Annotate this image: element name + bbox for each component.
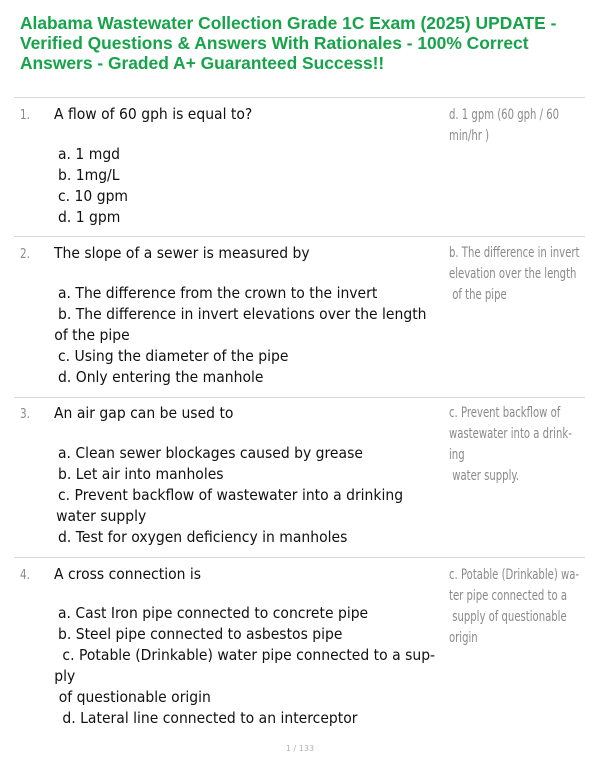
divider	[14, 557, 585, 558]
option: c. Using the diameter of the pipe	[58, 347, 289, 365]
answer-rationale	[449, 565, 579, 649]
title-line: Alabama Wastewater Collection Grade 1C Exam (2025) UPDATE -	[20, 13, 557, 33]
option: b. Let air into manholes	[58, 465, 224, 483]
option: a. 1 mgd	[58, 145, 121, 163]
options-list	[54, 603, 436, 729]
answer-line: ter pipe connected to a	[449, 588, 568, 604]
answer-line: water supply.	[449, 468, 520, 484]
option: water supply	[56, 507, 147, 525]
title-line: Answers - Graded A+ Guaranteed Success!!	[20, 53, 385, 73]
option: a. Clean sewer blockages caused by grease	[58, 444, 363, 462]
answer-rationale	[449, 403, 572, 487]
answer-line: origin	[449, 630, 478, 646]
question-number: 3.	[20, 407, 30, 422]
page-number: 1 / 133	[285, 744, 315, 753]
question-text: The slope of a sewer is measured by	[54, 244, 310, 262]
answer-line: elevation over the length	[449, 266, 577, 282]
divider	[14, 236, 585, 237]
option: ply	[54, 667, 76, 685]
option: d. Lateral line connected to an interceptor	[58, 709, 358, 727]
answer-line: c. Potable (Drinkable) wa-	[449, 567, 580, 583]
answer-rationale	[449, 243, 579, 306]
options-list	[54, 283, 427, 388]
question-number: 2.	[20, 247, 30, 262]
option: b. Steel pipe connected to asbestos pipe	[58, 625, 343, 643]
option: of questionable origin	[54, 688, 211, 706]
answer-line: b. The difference in invert	[449, 245, 580, 261]
option: d. 1 gpm	[58, 208, 121, 226]
answer-line: c. Prevent backflow of	[449, 405, 561, 421]
option: b. 1mg/L	[58, 166, 120, 184]
option: d. Test for oxygen deficiency in manholes	[58, 528, 348, 546]
answer-line: wastewater into a drink-	[449, 426, 572, 442]
answer-line: d. 1 gpm (60 gph / 60	[449, 107, 560, 123]
answer-line: ing	[449, 447, 465, 463]
option: of the pipe	[54, 326, 130, 344]
document-title	[20, 13, 590, 73]
answer-rationale	[449, 105, 559, 147]
title-line: Verified Questions & Answers With Rationales - 100% Correct	[20, 33, 529, 53]
answer-line: min/hr )	[449, 128, 490, 144]
option: d. Only entering the manhole	[58, 368, 264, 386]
option: c. Prevent backflow of wastewater into a drinking	[58, 486, 404, 504]
answer-line: supply of questionable	[449, 609, 567, 625]
question-text: A cross connection is	[54, 565, 202, 583]
question-text: A flow of 60 gph is equal to?	[54, 105, 253, 123]
option: c. Potable (Drinkable) water pipe connected to a sup-	[58, 646, 436, 664]
option: a. Cast Iron pipe connected to concrete pipe	[58, 604, 369, 622]
option: c. 10 gpm	[58, 187, 129, 205]
options-list	[58, 144, 128, 228]
question-number: 4.	[20, 568, 30, 583]
question-text: An air gap can be used to	[54, 404, 234, 422]
question-number: 1.	[20, 108, 30, 123]
divider	[14, 397, 585, 398]
options-list	[58, 443, 403, 548]
option: a. The difference from the crown to the invert	[58, 284, 378, 302]
divider	[14, 97, 585, 98]
option: b. The difference in invert elevations over the length	[58, 305, 427, 323]
answer-line: of the pipe	[449, 287, 507, 303]
